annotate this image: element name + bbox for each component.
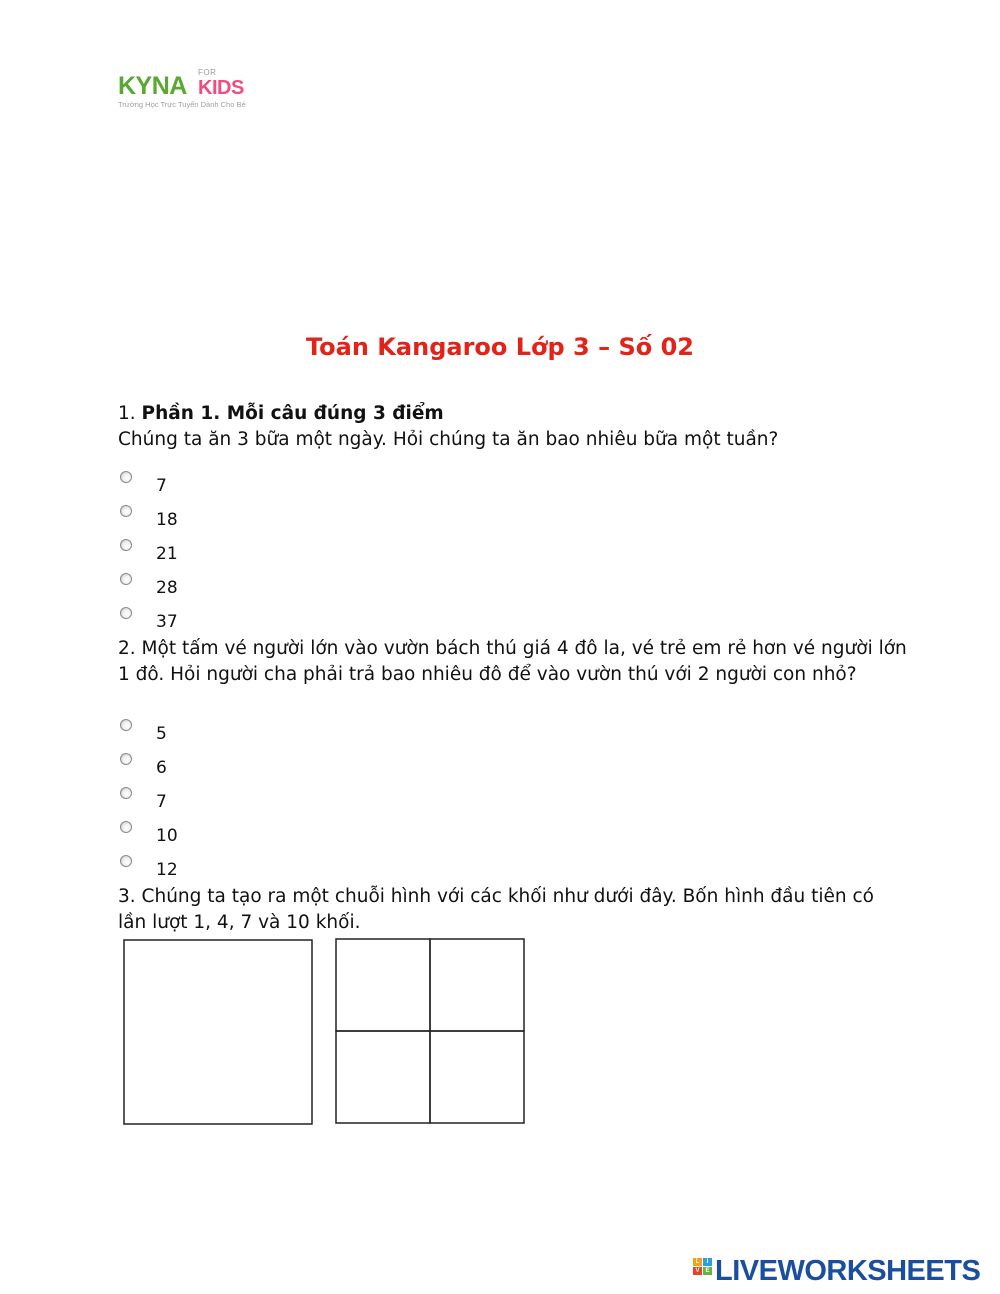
option-label: 18 (156, 510, 178, 530)
radio-button[interactable] (120, 573, 132, 585)
answer-option[interactable] (118, 607, 318, 637)
question-text: Chúng ta ăn 3 bữa một ngày. Hỏi chúng ta ăn bao nhiêu bữa một tuần? (118, 429, 779, 450)
radio-button[interactable] (120, 471, 132, 483)
option-label: 12 (156, 860, 178, 880)
question-3 (118, 884, 908, 936)
tile-v: V (693, 1267, 702, 1275)
tile-e: E (703, 1267, 712, 1275)
option-label: 6 (156, 758, 167, 778)
option-label: 10 (156, 826, 178, 846)
page-title: Toán Kangaroo Lớp 3 – Số 02 (306, 333, 694, 361)
radio-button[interactable] (120, 753, 132, 765)
radio-button[interactable] (120, 607, 132, 619)
logo-brand: KYNA (118, 72, 187, 100)
pattern-1-block (124, 940, 312, 1124)
liveworksheets-logo (693, 1255, 993, 1287)
question-number: 1. (118, 403, 136, 424)
question-number: 2. (118, 638, 136, 659)
question-1 (118, 401, 908, 453)
answer-option[interactable] (118, 471, 318, 501)
option-label: 5 (156, 724, 167, 744)
answer-option[interactable] (118, 505, 318, 535)
radio-button[interactable] (120, 855, 132, 867)
answer-option[interactable] (118, 753, 318, 783)
radio-button[interactable] (120, 719, 132, 731)
logo-tagline: Trường Học Trực Tuyến Dành Cho Bé (118, 100, 246, 109)
question-number: 3. (118, 886, 136, 907)
pattern-2-block (430, 1031, 524, 1123)
answer-option[interactable] (118, 719, 318, 749)
answer-option[interactable] (118, 539, 318, 569)
block-pattern-figure (122, 938, 532, 1128)
radio-button[interactable] (120, 539, 132, 551)
answer-option[interactable] (118, 787, 318, 817)
answer-option[interactable] (118, 573, 318, 603)
option-label: 7 (156, 792, 167, 812)
tile-l: L (693, 1258, 702, 1266)
option-label: 28 (156, 578, 178, 598)
answer-option[interactable] (118, 855, 318, 885)
section-heading: Phần 1. Mỗi câu đúng 3 điểm (141, 403, 444, 424)
radio-button[interactable] (120, 505, 132, 517)
question-text: Chúng ta tạo ra một chuỗi hình với các khối như dưới đây. Bốn hình đầu tiên có lần lượt 1, 4, 7 và 10 khối. (118, 886, 874, 933)
pattern-2-block (430, 939, 524, 1031)
pattern-2-block (336, 1031, 430, 1123)
question-2 (118, 636, 908, 688)
radio-button[interactable] (120, 787, 132, 799)
option-label: 37 (156, 612, 178, 632)
tile-i: I (703, 1258, 712, 1266)
liveworksheets-tiles (693, 1258, 713, 1284)
logo-for: FOR (198, 68, 217, 77)
logo-kids: KIDS (198, 77, 244, 99)
answer-option[interactable] (118, 821, 318, 851)
question-text: Một tấm vé người lớn vào vườn bách thú giá 4 đô la, vé trẻ em rẻ hơn vé người lớn 1 đô. Hỏi người cha phải trả bao nhiêu đô để vào vườn thú với 2 người con nhỏ? (118, 638, 907, 685)
option-label: 21 (156, 544, 178, 564)
liveworksheets-text: LIVEWORKSHEETS (715, 1255, 981, 1287)
option-label: 7 (156, 476, 167, 496)
kyna-kids-logo (118, 68, 268, 112)
radio-button[interactable] (120, 821, 132, 833)
pattern-2-block (336, 939, 430, 1031)
